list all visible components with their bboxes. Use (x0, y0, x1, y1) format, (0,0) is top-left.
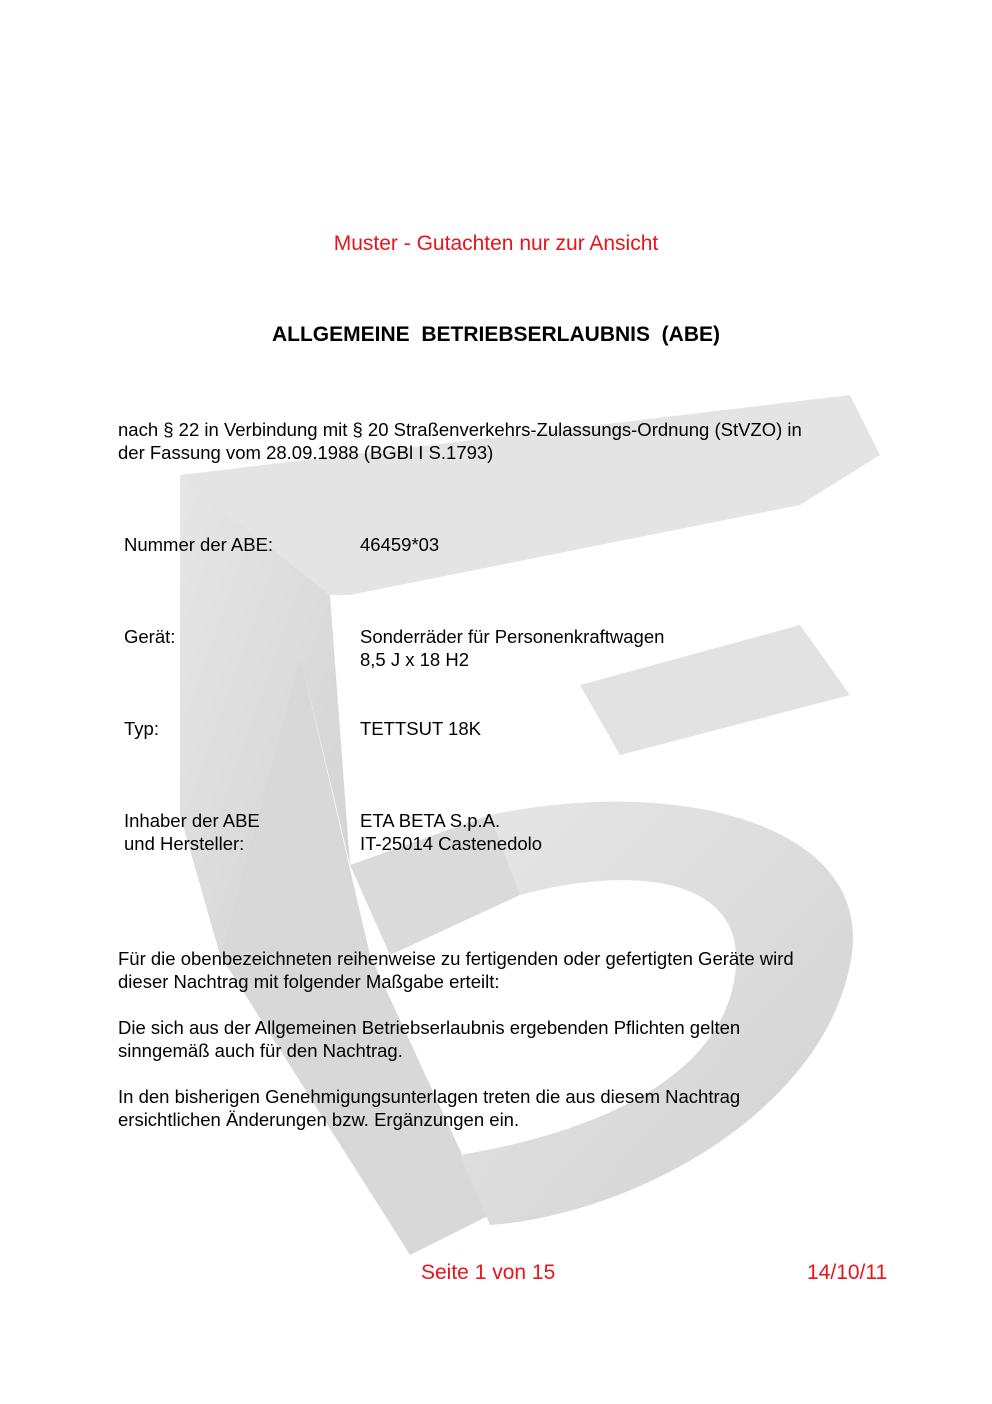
abe-number-label (124, 533, 273, 556)
changes-line-2: ersichtlichen Änderungen bzw. Ergänzungen ein. (118, 1109, 520, 1130)
issuance-line-2: dieser Nachtrag mit folgender Maßgabe erteilt: (118, 971, 500, 992)
issuance-paragraph (118, 947, 878, 993)
type-value-text: TETTSUT 18K (360, 718, 481, 739)
holder-label-line-1: Inhaber der ABE (124, 810, 260, 831)
sample-notice: Muster - Gutachten nur zur Ansicht (333, 232, 659, 255)
document-title: ALLGEMEINE BETRIEBSERLAUBNIS (ABE) (271, 323, 720, 346)
legal-basis-line-1: nach § 22 in Verbindung mit § 20 Straßenverkehrs-Zulassungs-Ordnung (StVZO) in (118, 419, 802, 440)
holder-label (124, 809, 260, 855)
holder-value-line-1: ETA BETA S.p.A. (360, 810, 501, 831)
obligations-line-2: sinngemäß auch für den Nachtrag. (118, 1040, 403, 1061)
legal-basis-line-2: der Fassung vom 28.09.1988 (BGBl I S.1793) (118, 442, 494, 463)
issuance-line-1: Für die obenbezeichneten reihenweise zu fertigenden oder gefertigten Geräte wird (118, 948, 794, 969)
legal-basis-paragraph (118, 418, 878, 464)
device-value-line-1: Sonderräder für Personenkraftwagen (360, 626, 665, 647)
document-date: 14/10/11 (807, 1261, 888, 1284)
abe-number-label-text: Nummer der ABE: (124, 534, 274, 555)
page-number: Seite 1 von 15 (421, 1261, 556, 1284)
obligations-paragraph (118, 1016, 878, 1062)
type-label-text: Typ: (124, 718, 159, 739)
changes-line-1: In den bisherigen Genehmigungsunterlagen treten die aus diesem Nachtrag (118, 1086, 741, 1107)
changes-paragraph (118, 1085, 878, 1131)
abe-number-value-text: 46459*03 (360, 534, 440, 555)
device-value-line-2: 8,5 J x 18 H2 (360, 649, 470, 670)
type-label (124, 717, 159, 740)
device-value (360, 625, 664, 671)
type-value (360, 717, 481, 740)
abe-number-value (360, 533, 439, 556)
device-label (124, 625, 175, 648)
holder-value-line-2: IT-25014 Castenedolo (360, 833, 543, 854)
holder-value (360, 809, 542, 855)
holder-label-line-2: und Hersteller: (124, 833, 245, 854)
device-label-text: Gerät: (124, 626, 176, 647)
obligations-line-1: Die sich aus der Allgemeinen Betriebserlaubnis ergebenden Pflichten gelten (118, 1017, 741, 1038)
